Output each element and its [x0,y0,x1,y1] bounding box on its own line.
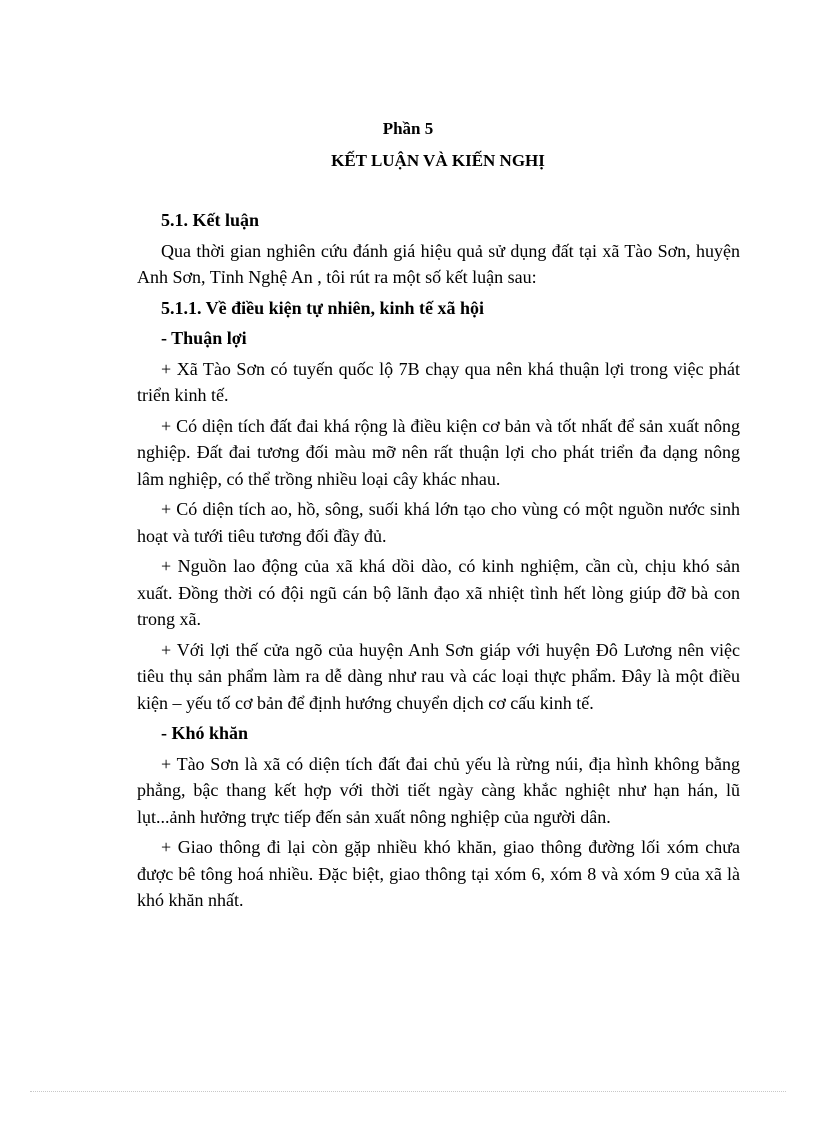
subsection-heading: 5.1.1. Về điều kiện tự nhiên, kinh tế xã hội [161,297,485,318]
section-heading: 5.1. Kết luận [161,210,260,230]
advantage-paragraph: + Nguồn lao động của xã khá dồi dào, có kinh nghiệm, cần cù, chịu khó sản xuất. Đồng thời có đội ngũ cán bộ lãnh đạo xã nhiệt tình hết lòng giúp đỡ bà con trong xã. [137,556,740,629]
chapter-title: KẾT LUẬN VÀ KIẾN NGHỊ [331,151,545,170]
difficulty-paragraph: + Giao thông đi lại còn gặp nhiều khó khăn, giao thông đường lối xóm chưa được bê tông hoá nhiều. Đặc biệt, giao thông tại xóm 6, xóm 8 và xóm 9 của xã là khó khăn nhất. [137,837,740,910]
advantage-paragraph: + Với lợi thế cửa ngõ của huyện Anh Sơn giáp với huyện Đô Lương nên việc tiêu thụ sản phẩm làm ra dễ dàng như rau và các loại thực phẩm. Đây là một điều kiện – yếu tố cơ bản để định hướng chuyển dịch cơ cấu kinh tế. [137,639,740,713]
difficulty-paragraph: + Tào Sơn là xã có diện tích đất đai chủ yếu là rừng núi, địa hình không bằng phẳng, bậc thang kết hợp với thời tiết ngày càng khắc nghiệt như hạn hán, lũ lụt...ảnh hưởng trực tiếp đến sản xuất nông nghiệp của người dân. [137,753,740,827]
document-body [137,207,740,918]
difficulties-heading: - Khó khăn [161,723,249,743]
advantage-paragraph: + Xã Tào Sơn có tuyến quốc lộ 7B chạy qua nên khá thuận lợi trong việc phát triển kinh tế. [137,358,740,405]
page-bottom-divider [30,1091,786,1092]
advantage-paragraph: + Có diện tích đất đai khá rộng là điều kiện cơ bản và tốt nhất để sản xuất nông nghiệp. Đất đai tương đối màu mỡ nên rất thuận lợi cho phát triển đa dạng nông lâm nghiệp, có thể trồng nhiều loại cây khác nhau. [137,415,740,489]
part-label: Phần 5 [382,119,434,138]
advantages-heading: - Thuận lợi [161,328,247,348]
intro-paragraph: Qua thời gian nghiên cứu đánh giá hiệu quả sử dụng đất tại xã Tào Sơn, huyện Anh Sơn, Tỉnh Nghệ An , tôi rút ra một số kết luận sau: [137,240,740,287]
advantage-paragraph: + Có diện tích ao, hồ, sông, suối khá lớn tạo cho vùng có một nguồn nước sinh hoạt và tưới tiêu tương đối đầy đủ. [137,499,740,546]
